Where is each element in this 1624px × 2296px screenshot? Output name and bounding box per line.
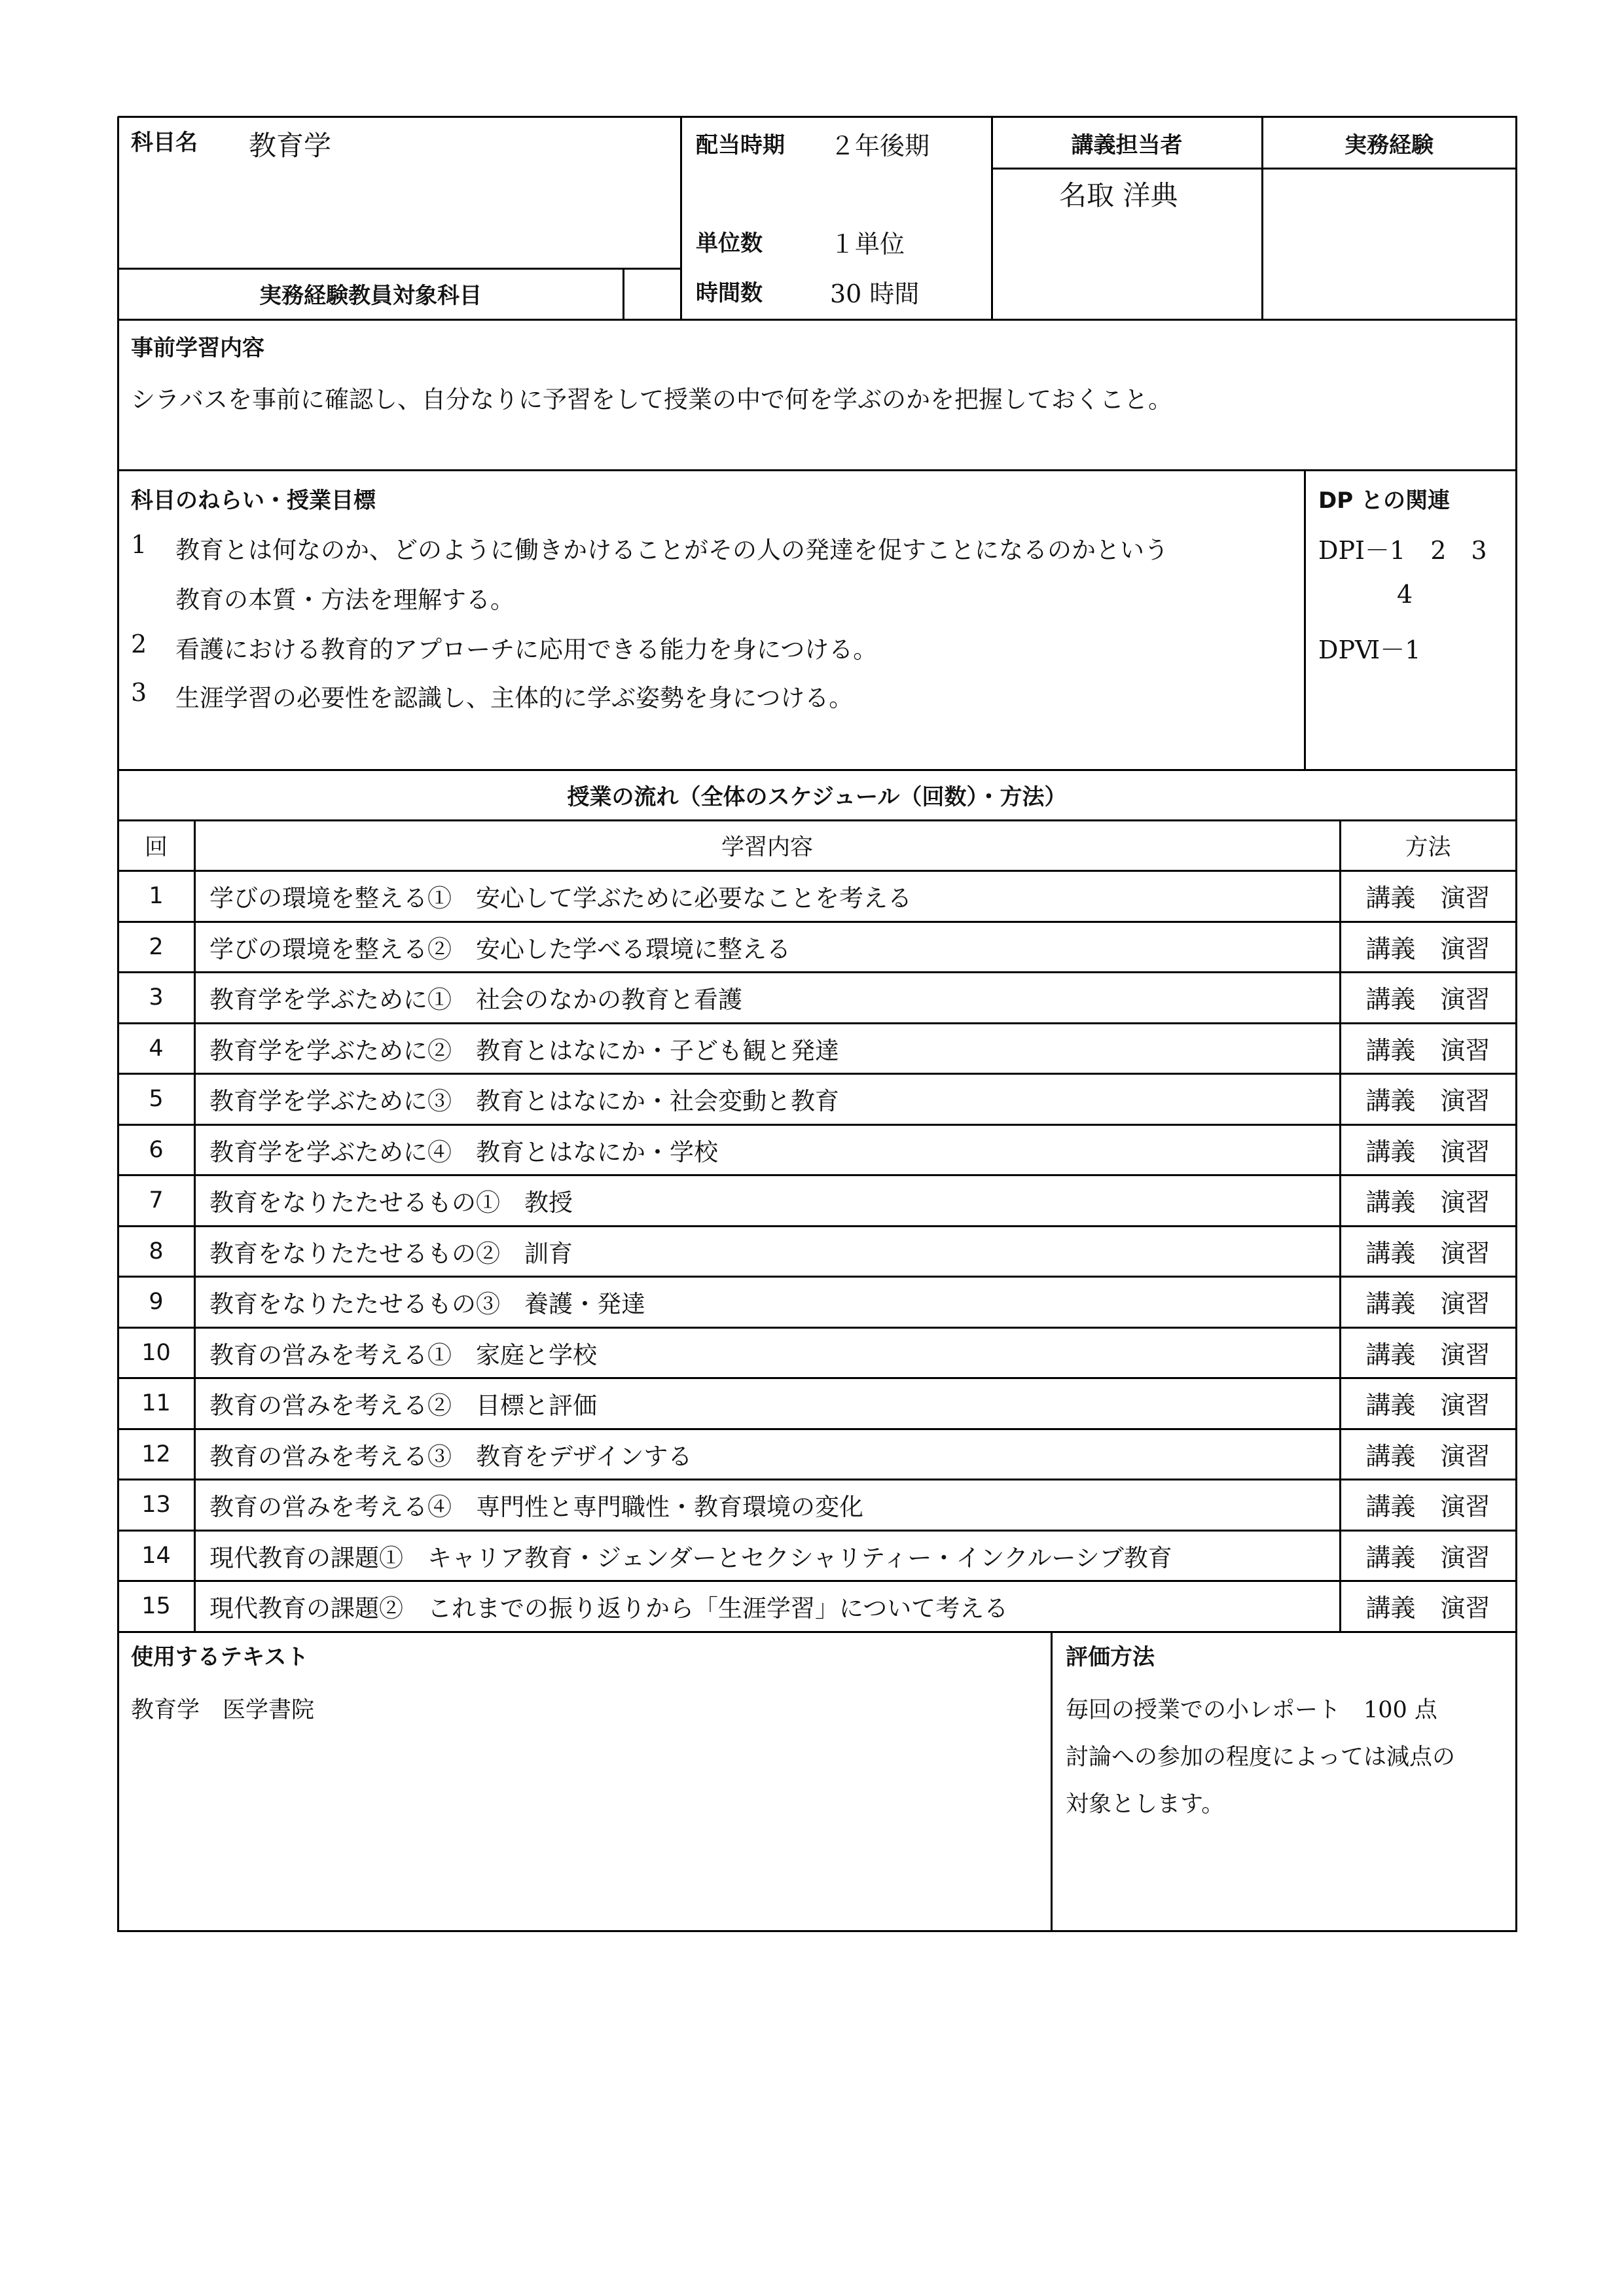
column-header-content: 学習内容: [721, 834, 813, 861]
dp-label: DP との関連: [1318, 488, 1450, 514]
row-content: 現代教育の課題① キャリア教育・ジェンダーとセクシャリティー・インクルーシブ教育: [209, 1543, 1172, 1572]
row-method: 講義 演習: [1365, 884, 1490, 912]
row-number: 7: [149, 1187, 164, 1213]
row-method: 講義 演習: [1365, 1188, 1490, 1217]
row-method: 講義 演習: [1365, 1036, 1490, 1065]
row-number: 14: [141, 1542, 171, 1569]
row-number: 6: [149, 1136, 164, 1163]
row-content: 教育の営みを考える④ 専門性と専門職性・教育環境の変化: [209, 1492, 863, 1521]
row-content: 現代教育の課題② これまでの振り返りから「生涯学習」について考える: [209, 1594, 1009, 1623]
row-method: 講義 演習: [1365, 1492, 1490, 1521]
row-content: 学びの環境を整える① 安心して学ぶために必要なことを考える: [209, 884, 912, 912]
target-label: 実務経験教員対象科目: [259, 283, 482, 309]
aim-item-text: 教育とは何なのか、どのように働きかけることがその人の発達を促すことになるのかという: [175, 536, 1168, 564]
table-border: [118, 116, 1517, 118]
row-method: 講義 演習: [1365, 1086, 1490, 1115]
row-number: 13: [141, 1491, 171, 1518]
evaluation-line: 対象とします。: [1066, 1791, 1225, 1818]
row-number: 5: [149, 1085, 164, 1112]
row-content: 教育をなりたたせるもの③ 養護・発達: [209, 1289, 645, 1318]
textbook-label: 使用するテキスト: [131, 1644, 309, 1670]
row-number: 15: [141, 1592, 171, 1619]
row-content: 教育学を学ぶために② 教育とはなにか・子ども観と発達: [209, 1036, 839, 1065]
evaluation-line: 討論への参加の程度によっては減点の: [1066, 1744, 1456, 1770]
row-number: 3: [149, 984, 164, 1011]
row-content: 教育学を学ぶために① 社会のなかの教育と看護: [209, 985, 742, 1014]
row-number: 10: [141, 1339, 171, 1366]
table-border: [118, 1631, 1517, 1633]
row-method: 講義 演習: [1365, 1543, 1490, 1572]
row-number: 12: [141, 1441, 171, 1467]
row-number: 8: [149, 1238, 164, 1265]
credits-value: １単位: [830, 230, 905, 259]
instructor-label: 講義担当者: [1071, 132, 1183, 158]
table-border: [118, 319, 1517, 321]
row-content: 教育学を学ぶために③ 教育とはなにか・社会変動と教育: [209, 1086, 839, 1115]
column-header-number: 回: [144, 834, 168, 861]
period-label: 配当時期: [696, 132, 785, 158]
row-number: 4: [149, 1035, 164, 1062]
aim-item-text: 看護における教育的アプローチに応用できる能力を身につける。: [175, 636, 878, 664]
textbook-text: 教育学 医学書院: [131, 1697, 315, 1723]
column-header-method: 方法: [1405, 834, 1451, 861]
row-number: 9: [149, 1288, 164, 1315]
row-content: 教育の営みを考える③ 教育をデザインする: [209, 1442, 693, 1471]
aim-item-text: 生涯学習の必要性を認識し、主体的に学ぶ姿勢を身につける。: [175, 684, 854, 712]
row-content: 教育をなりたたせるもの② 訓育: [209, 1239, 573, 1268]
evaluation-line: 毎回の授業での小レポート 100 点: [1066, 1697, 1437, 1723]
hours-label: 時間数: [696, 280, 763, 306]
table-border: [118, 1930, 1517, 1932]
row-method: 講義 演習: [1365, 935, 1490, 963]
dp-line: 4: [1397, 580, 1413, 609]
aim-item-number: 1: [131, 530, 147, 559]
row-content: 教育学を学ぶために④ 教育とはなにか・学校: [209, 1138, 718, 1166]
table-border: [992, 168, 1517, 170]
table-border: [1051, 1632, 1053, 1932]
row-method: 講義 演習: [1365, 1391, 1490, 1420]
prep-label: 事前学習内容: [131, 335, 264, 361]
row-method: 講義 演習: [1365, 1138, 1490, 1166]
period-value: ２年後期: [830, 132, 930, 160]
row-content: 学びの環境を整える② 安心した学べる環境に整える: [209, 935, 791, 963]
evaluation-label: 評価方法: [1066, 1644, 1155, 1670]
aim-item-number: 2: [131, 630, 147, 658]
table-border: [680, 117, 682, 321]
row-content: 教育をなりたたせるもの① 教授: [209, 1188, 573, 1217]
subject-value: 教育学: [249, 130, 332, 162]
row-content: 教育の営みを考える① 家庭と学校: [209, 1340, 597, 1369]
row-number: 2: [149, 933, 164, 960]
hours-value: 30 時間: [830, 279, 920, 308]
subject-label: 科目名: [131, 130, 198, 156]
prep-text: シラバスを事前に確認し、自分なりに予習をして授業の中で何を学ぶのかを把握しておくこと。: [131, 386, 1172, 414]
row-number: 11: [141, 1390, 171, 1416]
table-border: [1304, 470, 1306, 771]
aim-item-number: 3: [131, 678, 147, 707]
aim-item-text: 教育の本質・方法を理解する。: [175, 586, 514, 614]
row-method: 講義 演習: [1365, 1340, 1490, 1369]
credits-label: 単位数: [696, 230, 763, 257]
table-border: [118, 469, 1517, 471]
table-border: [118, 268, 682, 270]
row-method: 講義 演習: [1365, 1239, 1490, 1268]
schedule-title: 授業の流れ（全体のスケジュール（回数）・方法）: [567, 784, 1067, 810]
row-content: 教育の営みを考える② 目標と評価: [209, 1391, 597, 1420]
row-method: 講義 演習: [1365, 985, 1490, 1014]
row-method: 講義 演習: [1365, 1594, 1490, 1623]
instructor-value: 名取 洋典: [1059, 179, 1178, 211]
row-method: 講義 演習: [1365, 1442, 1490, 1471]
row-number: 1: [149, 882, 164, 909]
row-method: 講義 演習: [1365, 1289, 1490, 1318]
experience-label: 実務経験: [1344, 132, 1434, 158]
aims-label: 科目のねらい・授業目標: [131, 488, 376, 514]
dp-line: DPⅥ－1: [1318, 636, 1421, 664]
dp-line: DPⅠ－1 2 3: [1318, 536, 1487, 565]
